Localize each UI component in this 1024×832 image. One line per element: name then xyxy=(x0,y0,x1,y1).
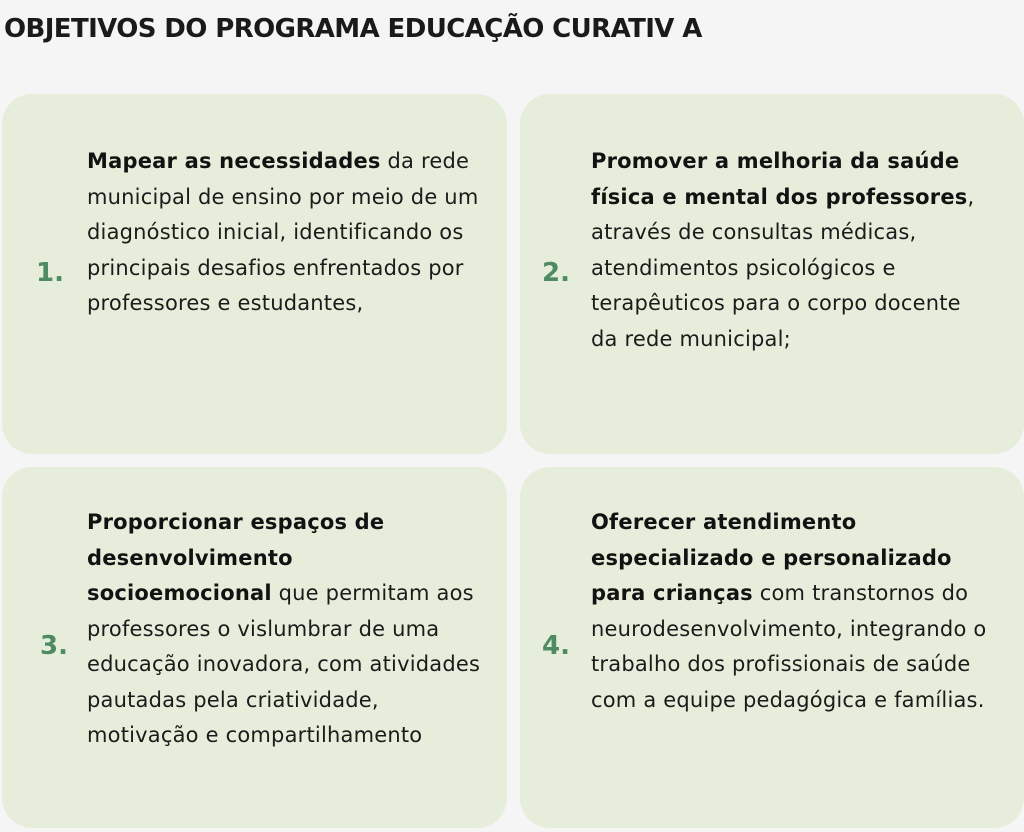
objective-card-1 xyxy=(2,94,507,454)
page-title: OBJETIVOS DO PROGRAMA EDUCAÇÃO CURATIV A xyxy=(4,14,702,44)
objective-number: 1. xyxy=(36,258,64,288)
objective-description: , através de consultas médicas, atendimentos psicológicos e terapêuticos para o corpo docente da rede municipal; xyxy=(591,184,975,351)
objective-highlight: Oferecer atendimento especializado e personalizado para crianças xyxy=(591,510,952,605)
objective-highlight: Promover a melhoria da saúde física e mental dos professores xyxy=(591,149,968,209)
objective-highlight: Mapear as necessidades xyxy=(87,149,381,173)
objective-description: com transtornos do neurodesenvolvimento, integrando o trabalho dos profissionais de saúde com a equipe pedagógica e famílias. xyxy=(591,581,987,712)
objective-description: que permitam aos professores o vislumbrar de uma educação inovadora, com atividades pautadas pela criatividade, motivação e compartilhamento xyxy=(87,581,481,747)
objective-card-4 xyxy=(520,467,1024,828)
objective-card-2 xyxy=(520,94,1024,454)
objective-text xyxy=(591,505,991,718)
objective-card-3 xyxy=(2,467,507,828)
objective-text xyxy=(591,144,991,357)
objective-text xyxy=(87,505,482,754)
objective-highlight: Proporcionar espaços de desenvolvimento socioemocional xyxy=(87,510,385,605)
objective-text xyxy=(87,144,482,322)
objective-description: da rede municipal de ensino por meio de um diagnóstico inicial, identificando os principais desafios enfrentados por professores e estudantes, xyxy=(87,149,479,315)
objective-number: 3. xyxy=(40,631,68,661)
objective-number: 4. xyxy=(542,631,570,661)
objective-number: 2. xyxy=(542,258,570,288)
